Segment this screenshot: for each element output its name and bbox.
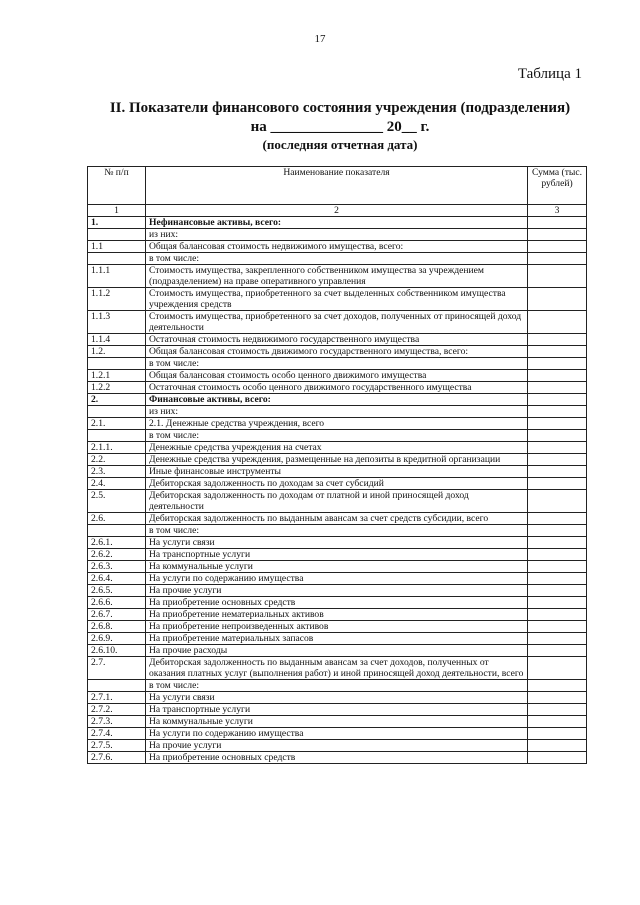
table-row xyxy=(88,525,587,537)
row-sum-cell xyxy=(528,680,587,692)
row-sum-cell xyxy=(528,418,587,430)
row-sum-cell xyxy=(528,229,587,241)
financial-indicators-table xyxy=(87,166,587,764)
row-sum-cell xyxy=(528,394,587,406)
row-code: 2.6.8. xyxy=(88,621,146,633)
row-indicator-name: Денежные средства учреждения на счетах xyxy=(146,442,528,454)
table-row xyxy=(88,253,587,265)
table-row xyxy=(88,490,587,513)
row-sum-cell xyxy=(528,406,587,418)
row-code: 2.5. xyxy=(88,490,146,513)
table-row xyxy=(88,346,587,358)
row-code xyxy=(88,430,146,442)
column-number-3: 3 xyxy=(528,205,587,217)
header-sum: Сумма (тыс. рублей) xyxy=(528,167,587,205)
row-indicator-name: На приобретение непроизведенных активов xyxy=(146,621,528,633)
row-sum-cell xyxy=(528,490,587,513)
row-sum-cell xyxy=(528,358,587,370)
table-row xyxy=(88,645,587,657)
table-row xyxy=(88,621,587,633)
table-row xyxy=(88,466,587,478)
row-indicator-name: Дебиторская задолженность по выданным авансам за счет доходов, полученных от оказания платных услуг (выполнения работ) и иной приносящей доход деятельности, всего xyxy=(146,657,528,680)
row-sum-cell xyxy=(528,525,587,537)
table-row xyxy=(88,585,587,597)
row-indicator-name: Общая балансовая стоимость особо ценного движимого имущества xyxy=(146,370,528,382)
row-indicator-name: в том числе: xyxy=(146,430,528,442)
row-sum-cell xyxy=(528,704,587,716)
row-code: 2.7.5. xyxy=(88,740,146,752)
row-indicator-name: На услуги связи xyxy=(146,692,528,704)
table-row xyxy=(88,740,587,752)
row-indicator-name: из них: xyxy=(146,229,528,241)
row-code: 2.7.6. xyxy=(88,752,146,764)
table-row xyxy=(88,382,587,394)
row-code: 1.1.4 xyxy=(88,334,146,346)
table-row xyxy=(88,537,587,549)
row-code: 2.7.4. xyxy=(88,728,146,740)
row-code: 1.1 xyxy=(88,241,146,253)
table-row xyxy=(88,311,587,334)
row-indicator-name: На услуги по содержанию имущества xyxy=(146,728,528,740)
row-indicator-name: На прочие расходы xyxy=(146,645,528,657)
row-sum-cell xyxy=(528,265,587,288)
table-row xyxy=(88,430,587,442)
row-indicator-name: На приобретение основных средств xyxy=(146,597,528,609)
row-indicator-name: На услуги по содержанию имущества xyxy=(146,573,528,585)
row-indicator-name: Остаточная стоимость особо ценного движимого государственного имущества xyxy=(146,382,528,394)
row-indicator-name: в том числе: xyxy=(146,253,528,265)
row-sum-cell xyxy=(528,549,587,561)
row-sum-cell xyxy=(528,621,587,633)
row-code: 2.7.3. xyxy=(88,716,146,728)
row-sum-cell xyxy=(528,561,587,573)
row-indicator-name: Дебиторская задолженность по доходам за счет субсидий xyxy=(146,478,528,490)
table-row xyxy=(88,370,587,382)
row-indicator-name: Денежные средства учреждения, размещенные на депозиты в кредитной организации xyxy=(146,454,528,466)
row-sum-cell xyxy=(528,513,587,525)
row-code: 2.6.5. xyxy=(88,585,146,597)
row-code: 2.1. xyxy=(88,418,146,430)
row-code: 2.6.10. xyxy=(88,645,146,657)
row-indicator-name: в том числе: xyxy=(146,525,528,537)
row-indicator-name: На услуги связи xyxy=(146,537,528,549)
row-sum-cell xyxy=(528,609,587,621)
table-row xyxy=(88,241,587,253)
table-row xyxy=(88,657,587,680)
row-sum-cell xyxy=(528,597,587,609)
row-code xyxy=(88,406,146,418)
row-indicator-name: 2.1. Денежные средства учреждения, всего xyxy=(146,418,528,430)
document-title: II. Показатели финансового состояния учреждения (подразделения) xyxy=(109,100,571,116)
header-number: № п/п xyxy=(88,167,146,205)
table-row xyxy=(88,406,587,418)
row-sum-cell xyxy=(528,585,587,597)
row-sum-cell xyxy=(528,334,587,346)
row-code: 1.1.3 xyxy=(88,311,146,334)
column-number-1: 1 xyxy=(88,205,146,217)
row-code: 2.4. xyxy=(88,478,146,490)
header-indicator-name: Наименование показателя xyxy=(146,167,528,205)
row-indicator-name: из них: xyxy=(146,406,528,418)
row-code: 1. xyxy=(88,217,146,229)
row-code: 2.7. xyxy=(88,657,146,680)
report-date-note: (последняя отчетная дата) xyxy=(262,137,418,152)
table-row xyxy=(88,454,587,466)
row-code: 2.1.1. xyxy=(88,442,146,454)
row-sum-cell xyxy=(528,537,587,549)
table-row xyxy=(88,680,587,692)
row-indicator-name: На прочие услуги xyxy=(146,740,528,752)
table-row xyxy=(88,728,587,740)
row-sum-cell xyxy=(528,217,587,229)
row-sum-cell xyxy=(528,657,587,680)
row-code: 2.6.2. xyxy=(88,549,146,561)
row-indicator-name: Дебиторская задолженность по выданным авансам за счет средств субсидии, всего xyxy=(146,513,528,525)
table-row xyxy=(88,478,587,490)
table-label: Таблица 1 xyxy=(517,66,582,82)
row-sum-cell xyxy=(528,288,587,311)
row-sum-cell xyxy=(528,370,587,382)
row-sum-cell xyxy=(528,645,587,657)
row-code: 1.1.1 xyxy=(88,265,146,288)
row-sum-cell xyxy=(528,478,587,490)
row-code xyxy=(88,358,146,370)
row-indicator-name: На транспортные услуги xyxy=(146,704,528,716)
row-sum-cell xyxy=(528,466,587,478)
row-sum-cell xyxy=(528,346,587,358)
row-indicator-name: Остаточная стоимость недвижимого государственного имущества xyxy=(146,334,528,346)
row-code: 1.2.1 xyxy=(88,370,146,382)
row-sum-cell xyxy=(528,633,587,645)
row-sum-cell xyxy=(528,740,587,752)
table-row xyxy=(88,597,587,609)
table-row xyxy=(88,692,587,704)
table-row xyxy=(88,229,587,241)
table-row xyxy=(88,513,587,525)
table-row xyxy=(88,716,587,728)
column-number-2: 2 xyxy=(146,205,528,217)
row-indicator-name: На транспортные услуги xyxy=(146,549,528,561)
table-row xyxy=(88,394,587,406)
row-sum-cell xyxy=(528,382,587,394)
row-indicator-name: На приобретение материальных запасов xyxy=(146,633,528,645)
table-row xyxy=(88,609,587,621)
row-indicator-name: Стоимость имущества, приобретенного за счет выделенных собственником имущества учреждения средств xyxy=(146,288,528,311)
row-sum-cell xyxy=(528,752,587,764)
row-sum-cell xyxy=(528,573,587,585)
table-row xyxy=(88,573,587,585)
table-row xyxy=(88,752,587,764)
row-code: 1.2.2 xyxy=(88,382,146,394)
row-sum-cell xyxy=(528,311,587,334)
row-code: 2.7.1. xyxy=(88,692,146,704)
row-code: 2. xyxy=(88,394,146,406)
row-code: 1.1.2 xyxy=(88,288,146,311)
row-indicator-name: в том числе: xyxy=(146,680,528,692)
table-row xyxy=(88,704,587,716)
row-code: 2.6.4. xyxy=(88,573,146,585)
row-indicator-name: Общая балансовая стоимость недвижимого имущества, всего: xyxy=(146,241,528,253)
table-row xyxy=(88,288,587,311)
row-indicator-name: в том числе: xyxy=(146,358,528,370)
row-code: 2.2. xyxy=(88,454,146,466)
row-code: 2.6. xyxy=(88,513,146,525)
row-sum-cell xyxy=(528,692,587,704)
table-row xyxy=(88,549,587,561)
row-code xyxy=(88,525,146,537)
row-indicator-name: На коммунальные услуги xyxy=(146,716,528,728)
row-code: 1.2. xyxy=(88,346,146,358)
report-date-line: на _______________ 20__ г. xyxy=(250,119,430,135)
row-sum-cell xyxy=(528,442,587,454)
table-row xyxy=(88,358,587,370)
row-indicator-name: Общая балансовая стоимость движимого государственного имущества, всего: xyxy=(146,346,528,358)
table-row xyxy=(88,442,587,454)
row-sum-cell xyxy=(528,430,587,442)
table-row xyxy=(88,334,587,346)
row-indicator-name: Иные финансовые инструменты xyxy=(146,466,528,478)
row-code: 2.6.9. xyxy=(88,633,146,645)
row-code: 2.6.6. xyxy=(88,597,146,609)
page-number: 17 xyxy=(314,33,326,45)
row-indicator-name: Нефинансовые активы, всего: xyxy=(146,217,528,229)
row-indicator-name: На коммунальные услуги xyxy=(146,561,528,573)
row-indicator-name: Стоимость имущества, закрепленного собственником имущества за учреждением (подразделением) на праве оперативного управления xyxy=(146,265,528,288)
table-row xyxy=(88,633,587,645)
row-code: 2.6.1. xyxy=(88,537,146,549)
table-row xyxy=(88,265,587,288)
row-code xyxy=(88,253,146,265)
row-sum-cell xyxy=(528,253,587,265)
table-row xyxy=(88,561,587,573)
table-row xyxy=(88,217,587,229)
row-sum-cell xyxy=(528,728,587,740)
row-indicator-name: На прочие услуги xyxy=(146,585,528,597)
row-code xyxy=(88,680,146,692)
row-indicator-name: На приобретение нематериальных активов xyxy=(146,609,528,621)
row-indicator-name: Финансовые активы, всего: xyxy=(146,394,528,406)
row-code: 2.6.3. xyxy=(88,561,146,573)
row-sum-cell xyxy=(528,454,587,466)
row-sum-cell xyxy=(528,716,587,728)
table-body xyxy=(88,217,587,764)
row-code xyxy=(88,229,146,241)
row-code: 2.7.2. xyxy=(88,704,146,716)
row-indicator-name: Дебиторская задолженность по доходам от платной и иной приносящей доход деятельности xyxy=(146,490,528,513)
table-row xyxy=(88,418,587,430)
row-code: 2.3. xyxy=(88,466,146,478)
row-indicator-name: Стоимость имущества, приобретенного за счет доходов, полученных от приносящей доход деятельности xyxy=(146,311,528,334)
row-indicator-name: На приобретение основных средств xyxy=(146,752,528,764)
row-code: 2.6.7. xyxy=(88,609,146,621)
row-sum-cell xyxy=(528,241,587,253)
